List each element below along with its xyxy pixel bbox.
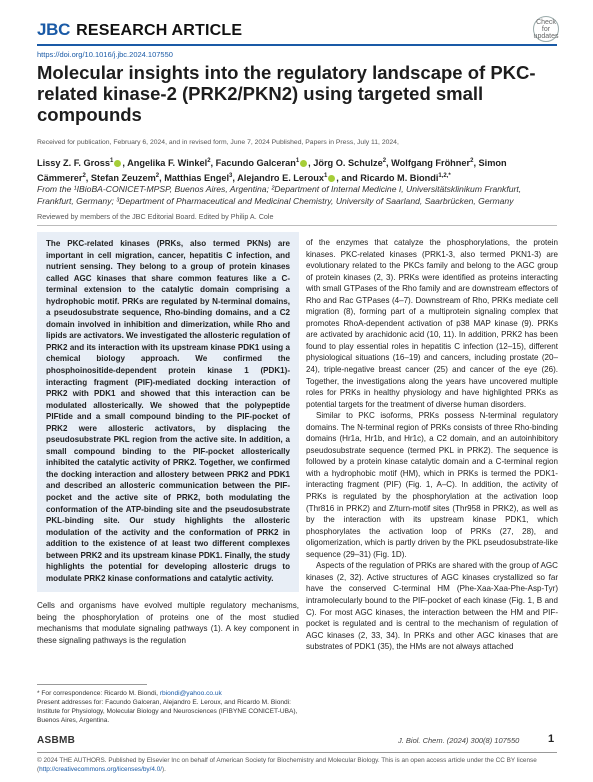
header-divider: [37, 44, 557, 46]
author-affil: 2: [382, 158, 387, 164]
author-affil: 2: [82, 173, 86, 180]
author-name[interactable]: , Wolfgang Fröhner: [386, 158, 471, 169]
paragraph: Aspects of the regulation of PRKs are shared with the group of AGC kinases (2, 32). Active structures of AGC kinases crystallized so far have the conserved C-terminal HM (Phe-Xaa-Xaa-Phe-Asp-Tyr) intramolecularly bound to the PIF-pocket of each kinase (Fig. 1, B and C). For most AGC kinases, the interaction between the HM and PIF-pocket is regulated and is central to the mechanism of regulation of AGC kinases (2, 33, 34). In PRKs and other AGC kinases that are substrates of PDK1 (35), the HMs are not always attached: [306, 561, 558, 652]
affiliations: From the ¹IBioBA-CONICET-MPSP, Buenos Aires, Argentina; ²Department of Internal Medicine I, Universitätsklinikum Frankfurt, Frankfurt, Germany; ³Department of Pharmaceutical and Medicinal Chemistry, University of Saarland, Saarbrücken, Germany: [37, 184, 522, 206]
received-dates: Received for publication, February 6, 2024, and in revised form, June 7, 2024 Published, Papers in Press, July 11, 2024,: [37, 139, 399, 146]
journal-header: [37, 20, 242, 42]
corresponding-star: *: [448, 173, 451, 180]
author-affil: 3: [229, 173, 233, 180]
orcid-icon[interactable]: [328, 175, 335, 182]
author-name[interactable]: , Facundo Galceran: [210, 158, 296, 169]
footnote-divider: [37, 684, 147, 685]
author-affil: 2: [470, 158, 474, 164]
author-affil: 1: [323, 173, 328, 180]
author-name[interactable]: , Simon Cämmerer: [37, 158, 507, 184]
author-name[interactable]: , Stefan Zeuzem: [85, 173, 156, 184]
footnotes: [37, 689, 299, 725]
asbmb-logo: ASBMB: [37, 735, 76, 746]
introduction-text: Cells and organisms have evolved multiple regulatory mechanisms, being the phosphorylation of proteins one of the most studied mechanisms that modulate signaling pathways (1). A key component in these signaling pathways is the regulation: [37, 601, 299, 645]
orcid-icon[interactable]: [300, 160, 307, 167]
author-name[interactable]: , Matthias Engel: [159, 173, 230, 184]
article-title: Molecular insights into the regulatory landscape of PKC-related kinase-2 (PRK2/PKN2) using targeted small compounds: [37, 62, 536, 125]
author-list: [37, 155, 557, 185]
doi-link[interactable]: https://doi.org/10.1016/j.jbc.2024.107550: [37, 50, 173, 59]
paragraph: Similar to PKC isoforms, PRKs possess N-terminal regulatory domains. The N-terminal region of PRKs consists of three Rho-binding domains (Hr1a, Hr1b, and Hr1c), a C2 domain, and an autoinhibitory pseudosubstrate sequence (termed PKL in PRK2). The sequence is followed by a protein kinase catalytic domain and a C-terminal region with a hydrophobic motif (HM), which in PRKs is termed the PDK1-interacting fragment (PIF) (Fig. 1, A–C). In addition, the activity of PRKs is regulated by the phosphorylation at the activation loop (Thr816 in PRK2) and Z/turn-motif sites (Thr958 in PRK2), as well as by the interaction with its upstream kinase PDK1, which phosphorylates the activation loop of PRKs (27, 28), and oligomerization, which is partly driven by the PKL pseudosubstrate-like sequence (29–31) (Fig. 1D).: [306, 411, 558, 559]
section-divider: [37, 225, 557, 226]
author-affil: 2: [155, 173, 160, 180]
author-name[interactable]: Lissy Z. F. Gross: [37, 158, 111, 169]
footer-divider: [37, 752, 557, 753]
paragraph: of the enzymes that catalyze the phosphorylations, the protein kinases. PKC-related kinases (PRK1-3, also termed PKN1-3) are evolutionary related to the PKCs family and belong to the AGC group of protein kinases (2, 3). PRKs were identified as proteins interacting with small GTPases of the Rho family and are downstream effectors of Rho and Rac GTPases (4–7). Downstream of Rho, PRKs mediate cell migration (8), forming part of a multiprotein signaling complex that promotes RhoA-dependent activation of p38 MAP kinase (9). PRKs are activated by arachidonic acid (10, 11). In addition, PRK2 has been found to play essential roles in hepatitis C infection (12–15), different physiological situations (16–19) and cancers, including prostate (20–24), triple-negative breast cancer (25) and cancer of the eye (26). Together, the investigations along the years have uncovered multiple roles for PRKs in healthy physiology and have highlighted PRKs as potential targets for the treatment of diverse human disorders.: [306, 238, 558, 409]
author-name[interactable]: , Jörg O. Schulze: [308, 158, 383, 169]
license-link[interactable]: http://creativecommons.org/licenses/by/4.0/: [39, 766, 163, 773]
reviewed-by: Reviewed by members of the JBC Editorial Board. Edited by Philip A. Cole: [37, 212, 274, 221]
license-statement: © 2024 THE AUTHORS. Published by Elsevier Inc on behalf of American Society for Biochemistry and Molecular Biology. This is an open access article under the CC BY license (: [37, 757, 537, 773]
author-name[interactable]: , Alejandro E. Leroux: [232, 173, 324, 184]
author-name[interactable]: , and Ricardo M. Biondi: [336, 173, 439, 184]
author-affil: 1: [295, 158, 300, 164]
license-text: [37, 756, 557, 774]
article-type: RESEARCH ARTICLE: [76, 22, 243, 39]
author-affil: 1,2,: [438, 173, 449, 180]
page-number: 1: [548, 733, 555, 745]
license-end: ).: [162, 766, 166, 773]
author-affil: 2: [207, 158, 211, 164]
journal-reference: J. Biol. Chem. (2024) 300(8) 107550: [398, 736, 520, 745]
journal-logo: JBC: [37, 20, 71, 39]
present-address-note: Present addresses for: Facundo Galceran, Alejandro E. Leroux, and Ricardo M. Biondi: Institute for Physiology, Molecular Biology and Neurosciences (IFIBYNE CONICET-UBA), Buenos Aires, Argentina.: [37, 699, 298, 724]
correspondence-note: * For correspondence: Ricardo M. Biondi,: [37, 690, 158, 697]
abstract-text: The PKC-related kinases (PRKs, also termed PKNs) are important in cell migration, cancer, hepatitis C infection, and nutrient sensing. They belong to a group of protein kinases called AGC kinases that share common features like a C-terminal extension to the catalytic domain comprising a hydrophobic motif. PRKs are regulated by N-terminal domains, a pseudosubstrate sequence, Rho-binding domains, and a C2 domain involved in inhibition and dimerization, while Rho and lipids are activators. We investigated the allosteric regulation of PRK2 and its interaction with its upstream kinase PDK1 using a chemical biology approach. We confirmed the phosphoinositide-dependent protein kinase 1 (PDK1)-interacting fragment (PIF)-mediated docking interaction of PRK2 with PDK1 and showed that this interaction can be modulated allosterically. We showed that the polypeptide PIFtide and a small compound binding to the PIF-pocket of PRK2 were allosteric activators, by displacing the pseudosubstrate PKL region from the active site. In addition, a small compound binding to the PIF-pocket allosterically inhibited the catalytic activity of PRK2. Together, we confirmed the docking interaction and allostery between PRK2 and PDK1 and described an allosteric communication between the PIF-pocket and the active site of PRK2, both modulating the conformation of the ATP-binding site and the pseudosubstrate PKL-binding site. Our study highlights the allosteric modulation of the activity and the conformation of PRK2 in addition to the existence of at least two different complexes between PRK2 and its upstream kinase PDK1. Finally, the study highlights the potential for developing allosteric drugs to modulate PRK2 kinase conformations and catalytic activity.: [46, 239, 291, 583]
check-for-updates-icon[interactable]: Check for updates: [533, 16, 559, 42]
orcid-icon[interactable]: [114, 160, 121, 167]
right-column: [306, 237, 558, 653]
email-link[interactable]: rbiondi@yahoo.co.uk: [159, 690, 222, 697]
author-affil: 1: [110, 158, 114, 164]
author-name[interactable]: , Angelika F. Winkel: [122, 158, 208, 169]
